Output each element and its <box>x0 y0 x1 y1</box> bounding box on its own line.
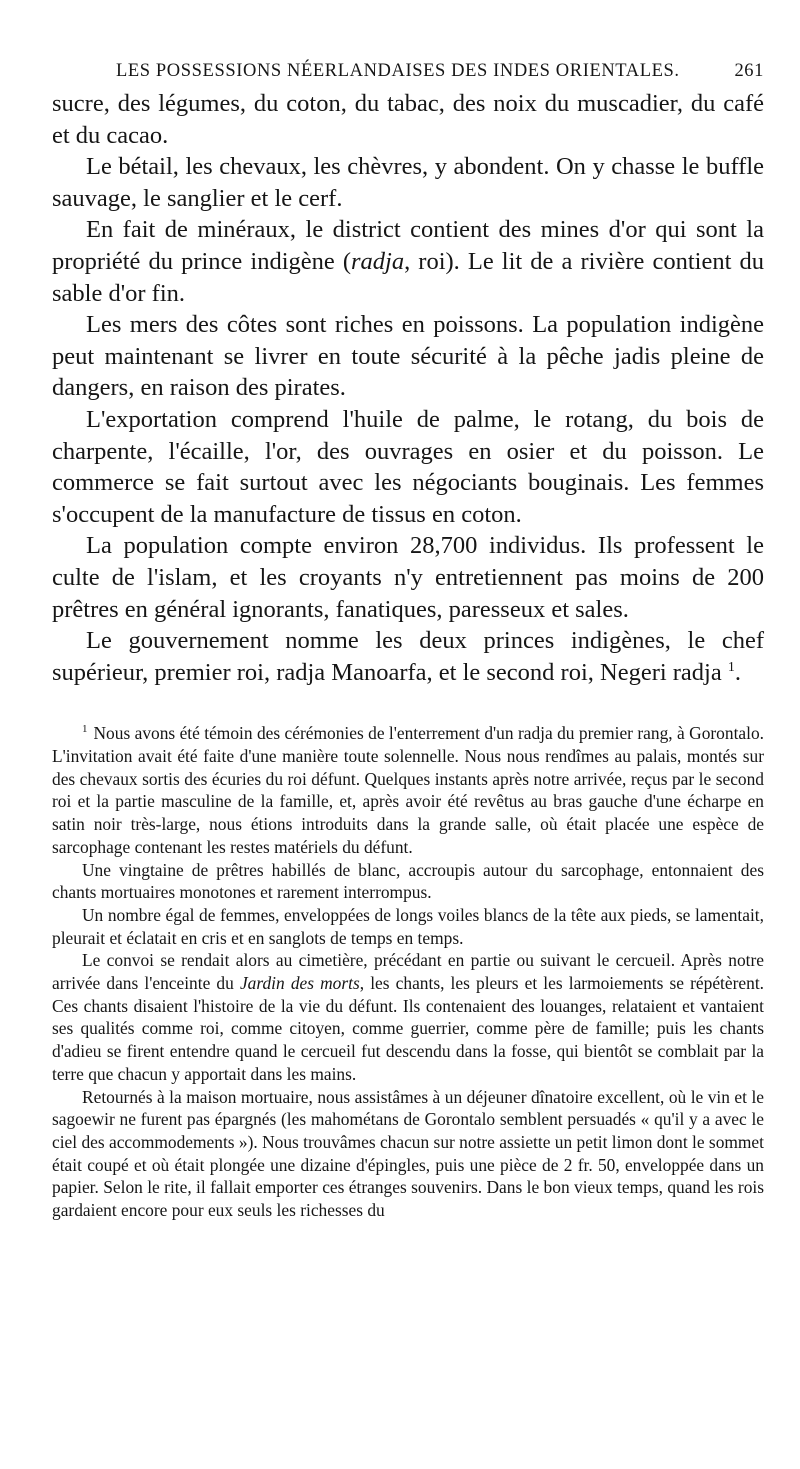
paragraph-government-text: Le gouvernement nomme les deux princes indigènes, le chef supérieur, premier roi, radja Manoarfa, et le second roi, Negeri radja <box>52 627 764 686</box>
paragraph-exports: L'exportation comprend l'huile de palme, le rotang, du bois de charpente, l'écaille, l'or, des ouvrages en osier et du poisson. Le commerce se fait surtout avec les négociants bouginais. Les femmes s'occupent de la manufacture de tissus en coton. <box>52 405 764 528</box>
footnote-paragraph-2: Une vingtaine de prêtres habillés de blanc, accroupis autour du sarcophage, entonnaient des chants mortuaires monotones et rarement interrompus. <box>52 859 764 903</box>
main-text <box>52 88 764 688</box>
paragraph-population: La population compte environ 28,700 individus. Ils professent le culte de l'islam, et les croyants n'y entretiennent pas moins de 200 prêtres en général ignorants, fanatiques, paresseux et sales. <box>52 532 764 623</box>
book-page <box>52 54 764 1222</box>
term-radja: radja <box>351 247 405 275</box>
paragraph-continued: sucre, des légumes, du coton, du tabac, des noix du muscadier, du café et du cacao. <box>52 90 764 149</box>
paragraph-minerals <box>52 214 764 309</box>
footnote-paragraph-5: Retournés à la maison mortuaire, nous assistâmes à un déjeuner dînatoire excellent, où le vin et le sagoewir ne furent pas épargnés (les mahométans de Gorontalo semblent persuadés « qu'il y a avec le ciel des accommodements »). Nous trouvâmes chacun sur notre assiette un petit limon dont le sommet était coupé et où était plongée une dizaine d'épingles, puis une pièce de 2 fr. 50, enveloppée dans un papier. Selon le rite, il fallait emporter ces étranges souvenirs. Dans le bon vieux temps, quand les rois gardaient encore pour eux seuls les richesses du <box>52 1086 764 1221</box>
footnote-paragraph-4-part2: , les chants, les pleurs et les larmoiements se répétèrent. Ces chants disaient l'histoire de la vie du défunt. Ils contenaient des louanges, relataient et vantaient ses qualités comme roi, comme citoyen, comme guerrier, comme père de famille; puis les chants d'adieu se firent entendre quand le cercueil fut descendu dans la fosse, qui bientôt se comblait par la terre que chacun y apportait dans les mains. <box>52 973 764 1084</box>
footnote-paragraph-4-part1: Le convoi se rendait alors au cimetière, précédant en partie ou suivant le cercueil. Après notre arrivée dans l'enceinte du <box>52 950 764 994</box>
footnote-paragraph-1 <box>52 722 764 858</box>
footnote-text-1: Nous avons été témoin des cérémonies de l'enterrement d'un radja du premier rang, à Gorontalo. L'invitation avait été faite d'une manière toute solennelle. Nous nous rendîmes au palais, montés sur des chevaux sortis des écuries du roi défunt. Quelques instants après notre arrivée, reçus par le second roi et la partie masculine de la famille, et, après avoir été revêtus au bras gauche d'une écharpe en satin noir très-large, nous étions introduits dans la grande salle, où était placée une espèce de sarcophage contenant les restes matériels du défunt. <box>52 723 764 857</box>
footnote-paragraph-3: Un nombre égal de femmes, enveloppées de longs voiles blancs de la tête aux pieds, se lamentait, pleurait et éclatait en cris et en sanglots de temps en temps. <box>52 904 764 948</box>
paragraph-fisheries: Les mers des côtes sont riches en poissons. La population indigène peut maintenant se livrer en toute sécurité à la pêche jadis pleine de dangers, en raison des pirates. <box>52 311 764 402</box>
paragraph-government-end: . <box>734 658 741 686</box>
running-header <box>52 54 764 88</box>
footnote-number: 1 <box>82 723 88 736</box>
footnote-paragraph-4 <box>52 949 764 1085</box>
footnote-reference: 1 <box>727 659 735 675</box>
page-number: 261 <box>734 61 764 81</box>
paragraph-government <box>52 625 764 688</box>
paragraph-minerals-part1: En fait de minéraux, le district contient des mines d'or qui sont la propriété du prince indigène ( <box>52 216 764 275</box>
paragraph-minerals-part2: , roi). Le lit de a rivière contient du sable d'or fin. <box>52 247 764 307</box>
running-title: LES POSSESSIONS NÉERLANDAISES DES INDES ORIENTALES. <box>116 61 680 81</box>
term-jardin-des-morts: Jardin des morts <box>239 973 360 994</box>
paragraph-livestock: Le bétail, les chevaux, les chèvres, y abondent. On y chasse le buffle sauvage, le sanglier et le cerf. <box>52 153 764 212</box>
footnotes <box>52 722 764 1221</box>
